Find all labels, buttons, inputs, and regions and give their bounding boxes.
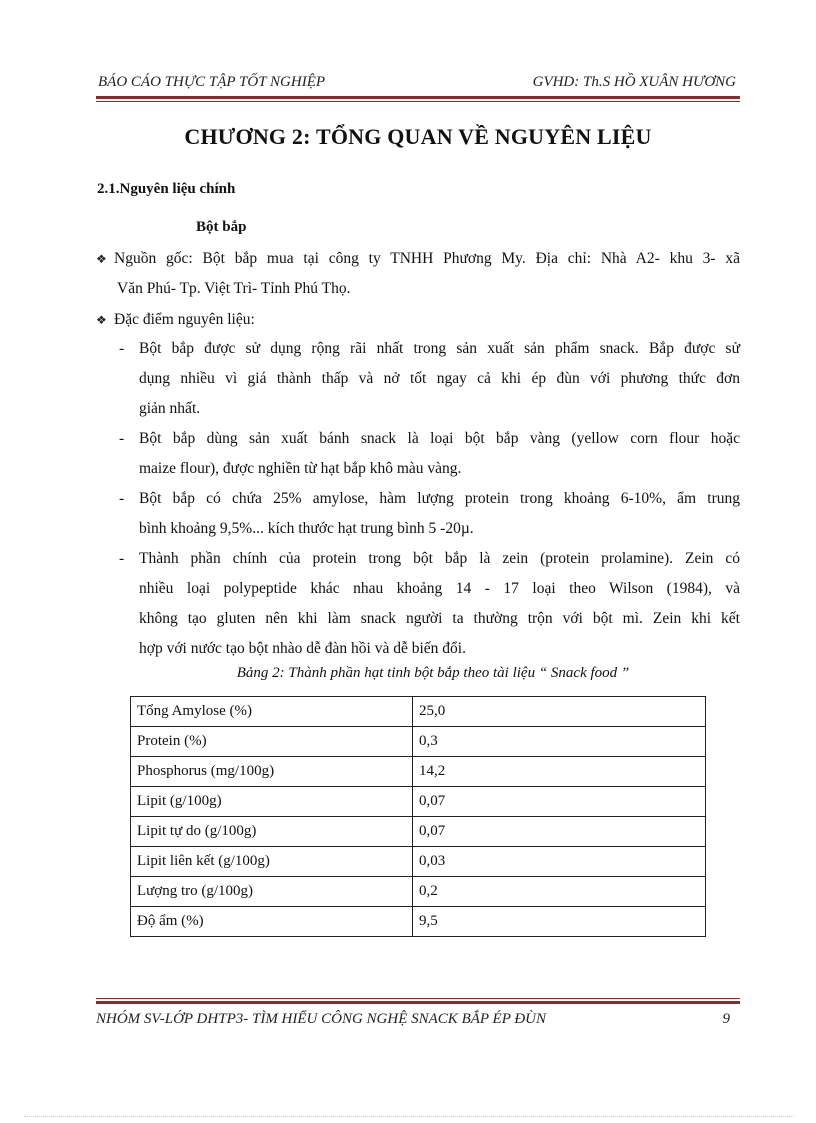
table-row xyxy=(131,697,706,727)
component-name-cell: Phosphorus (mg/100g) xyxy=(131,757,413,787)
component-value-cell: 0,07 xyxy=(413,787,706,817)
dash-bullet-icon: - xyxy=(119,550,125,567)
feature-line: bình khoảng 9,5%... kích thước hạt trung bình 5 -20µ. xyxy=(139,520,474,537)
component-value-cell: 0,3 xyxy=(413,727,706,757)
subsection-title: Bột bắp xyxy=(196,219,247,235)
footer-rule xyxy=(96,998,740,1004)
page-number: 9 xyxy=(722,1011,730,1027)
table-row xyxy=(131,727,706,757)
component-name-cell: Lipit liên kết (g/100g) xyxy=(131,847,413,877)
component-value-cell: 0,2 xyxy=(413,877,706,907)
feature-item xyxy=(96,334,740,424)
component-name-cell: Độ ẩm (%) xyxy=(131,907,413,937)
feature-line: Bột bắp có chứa 25% amylose, hàm lượng protein trong khoảng 6-10%, ẩm trung xyxy=(139,490,740,507)
table-row xyxy=(131,757,706,787)
component-name-cell: Lipit tự do (g/100g) xyxy=(131,817,413,847)
feature-line: Bột bắp dùng sản xuất bánh snack là loại bột bắp vàng (yellow corn flour hoặc xyxy=(139,430,740,447)
feature-line: dụng nhiều vì giá thành thấp và nở tốt ngay cả khi ép đùn với phương thức đơn xyxy=(139,370,740,387)
dash-bullet-icon: - xyxy=(119,490,125,507)
component-name-cell: Lipit (g/100g) xyxy=(131,787,413,817)
origin-line-1: ❖ Nguồn gốc: Bột bắp mua tại công ty TNHH Phương My. Địa chỉ: Nhà A2- khu 3- xã xyxy=(96,244,740,274)
component-value-cell: 25,0 xyxy=(413,697,706,727)
section-title: 2.1.Nguyên liệu chính xyxy=(97,181,236,197)
component-name-cell: Tổng Amylose (%) xyxy=(131,697,413,727)
features-list xyxy=(96,334,740,664)
diamond-bullet-icon: ❖ xyxy=(96,313,107,327)
header-report-title: BÁO CÁO THỰC TẬP TỐT NGHIỆP xyxy=(98,74,326,90)
component-name-cell: Lượng tro (g/100g) xyxy=(131,877,413,907)
composition-table xyxy=(130,696,706,937)
origin-paragraph xyxy=(96,244,740,304)
component-value-cell: 14,2 xyxy=(413,757,706,787)
feature-line: không tạo gluten nên khi làm snack người ta thường trộn với bột mì. Zein khi kết xyxy=(139,610,740,627)
chapter-title: CHƯƠNG 2: TỔNG QUAN VỀ NGUYÊN LIỆU xyxy=(184,124,652,149)
table-row xyxy=(131,907,706,937)
table-row xyxy=(131,817,706,847)
component-value-cell: 0,07 xyxy=(413,817,706,847)
table-caption: Bảng 2: Thành phần hạt tinh bột bắp theo tài liệu “ Snack food ” xyxy=(236,665,630,681)
feature-line: giản nhất. xyxy=(139,400,201,417)
table-row xyxy=(131,877,706,907)
header-rule xyxy=(96,96,740,102)
footer-group-title: NHÓM SV-LỚP DHTP3- TÌM HIỂU CÔNG NGHỆ SNACK BẮP ÉP ĐÙN xyxy=(96,1011,547,1027)
dash-bullet-icon: - xyxy=(119,430,125,447)
feature-item xyxy=(96,544,740,664)
feature-line: Bột bắp được sử dụng rộng rãi nhất trong sản xuất sản phẩm snack. Bắp được sử xyxy=(139,340,740,357)
component-value-cell: 0,03 xyxy=(413,847,706,877)
component-value-cell: 9,5 xyxy=(413,907,706,937)
origin-line-2: Văn Phú- Tp. Việt Trì- Tỉnh Phú Thọ. xyxy=(117,280,351,297)
feature-line: Thành phần chính của protein trong bột bắp là zein (protein prolamine). Zein có xyxy=(139,550,740,567)
feature-line: nhiều loại polypeptide khác nhau khoảng 14 - 17 loại theo Wilson (1984), và xyxy=(139,580,740,597)
feature-line: maize flour), được nghiền từ hạt bắp khô màu vàng. xyxy=(139,460,462,477)
dash-bullet-icon: - xyxy=(119,340,125,357)
feature-item xyxy=(96,424,740,484)
feature-line: hợp với nước tạo bột nhào dễ đàn hồi và dễ biến đổi. xyxy=(139,640,466,657)
features-heading: ❖ Đặc điểm nguyên liệu: xyxy=(96,305,740,335)
component-name-cell: Protein (%) xyxy=(131,727,413,757)
header-advisor: GVHD: Th.S HỒ XUÂN HƯƠNG xyxy=(532,74,736,90)
feature-item xyxy=(96,484,740,544)
table-row xyxy=(131,847,706,877)
page-edge-divider xyxy=(24,1116,794,1117)
diamond-bullet-icon: ❖ xyxy=(96,252,107,266)
table-row xyxy=(131,787,706,817)
